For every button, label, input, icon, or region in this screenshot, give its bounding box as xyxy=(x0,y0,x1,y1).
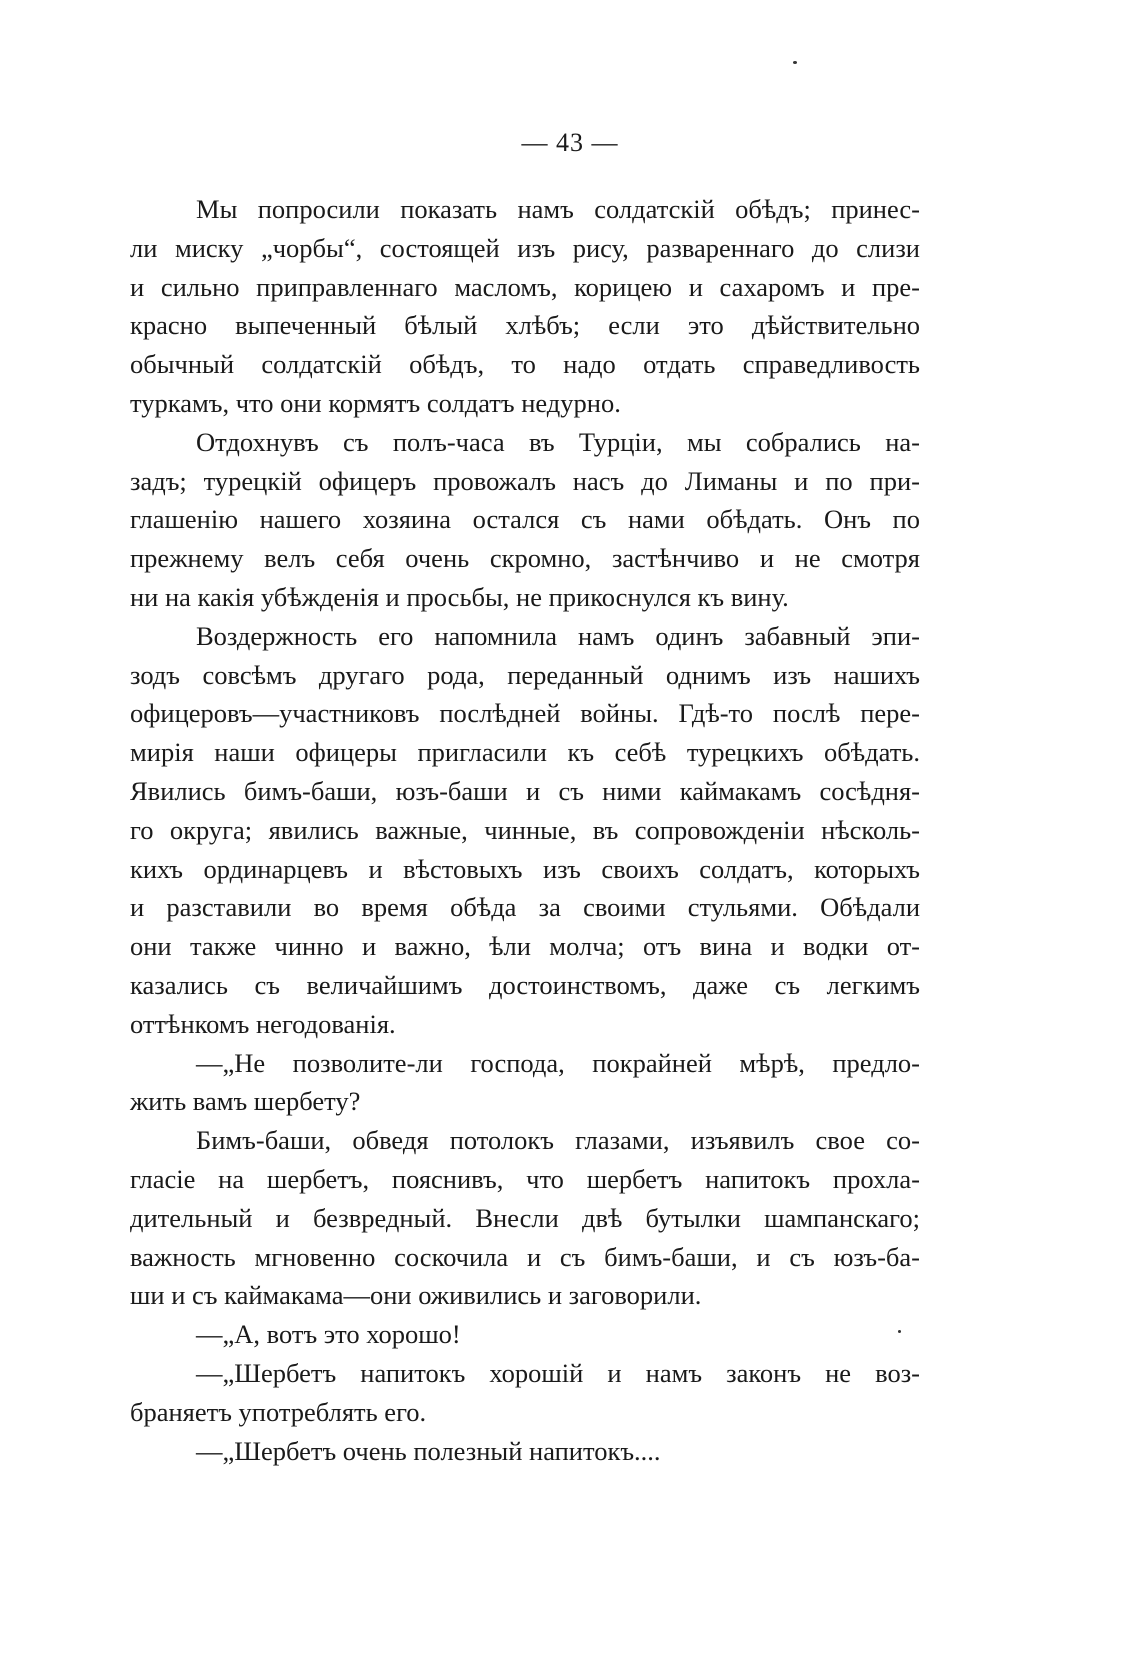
text-line: гласіе на шербетъ, пояснивъ, что шербетъ напитокъ прохла- xyxy=(130,1163,920,1194)
paragraph xyxy=(130,1121,920,1315)
scan-speck xyxy=(898,1330,901,1333)
text-line: задъ; турецкій офицеръ провожалъ насъ до Лиманы и по при- xyxy=(130,465,920,496)
paragraph xyxy=(130,1315,920,1354)
text-line: жить вамъ шербету? xyxy=(130,1086,361,1117)
paragraph xyxy=(130,617,920,1044)
text-line: —„Шербетъ напитокъ хорошій и намъ законъ не воз- xyxy=(196,1357,920,1388)
text-line: офицеровъ—участниковъ послѣдней войны. Гдѣ-то послѣ пере- xyxy=(130,698,920,729)
text-line: оттѣнкомъ негодованія. xyxy=(130,1008,396,1039)
paragraph xyxy=(130,190,920,423)
text-line: обычный солдатскій обѣдъ, то надо отдать справедливость xyxy=(130,349,920,380)
text-line: ли миску „чорбы“, состоящей изъ рису, развареннаго до слизи xyxy=(130,232,920,263)
text-line: прежнему велъ себя очень скромно, застѣнчиво и не смотря xyxy=(130,543,920,574)
scan-speck xyxy=(793,61,797,64)
text-line: казались съ величайшимъ достоинствомъ, даже съ легкимъ xyxy=(130,969,920,1000)
text-line: туркамъ, что они кормятъ солдатъ недурно. xyxy=(130,387,621,418)
text-line: браняетъ употреблять его. xyxy=(130,1396,427,1427)
paragraph xyxy=(130,423,920,617)
text-line: —„А, вотъ это хорошо! xyxy=(196,1319,461,1350)
text-line: зодъ совсѣмъ другаго рода, переданный однимъ изъ нашихъ xyxy=(130,659,920,690)
paragraph xyxy=(130,1044,920,1122)
text-line: кихъ ординарцевъ и вѣстовыхъ изъ своихъ солдатъ, которыхъ xyxy=(130,853,920,884)
text-line: —„Не позволите-ли господа, покрайней мѣрѣ, предло- xyxy=(196,1047,920,1078)
paragraph xyxy=(130,1432,920,1471)
text-line: и разставили во время обѣда за своими стульями. Обѣдали xyxy=(130,892,920,923)
text-line: Воздержность его напомнила намъ одинъ забавный эпи- xyxy=(196,620,920,651)
page-number: — 43 — xyxy=(521,128,619,157)
text-line: Мы попросили показать намъ солдатскій обѣдъ; принес- xyxy=(196,194,920,224)
text-line: го округа; явились важные, чинные, въ сопровожденіи нѣсколь- xyxy=(130,814,920,845)
text-line: и сильно приправленнаго масломъ, корицею и сахаромъ и пре- xyxy=(130,271,920,302)
text-line: красно выпеченный бѣлый хлѣбъ; если это дѣйствительно xyxy=(130,310,920,341)
text-line: мирія наши офицеры пригласили къ себѣ турецкихъ обѣдать. xyxy=(130,737,920,768)
paragraph xyxy=(130,1354,920,1432)
text-line: Явились бимъ-баши, юзъ-баши и съ ними каймакамъ сосѣдня- xyxy=(130,775,920,806)
text-line: ни на какія убѣжденія и просьбы, не прикоснулся къ вину. xyxy=(130,581,789,612)
text-line: они также чинно и важно, ѣли молча; отъ вина и водки от- xyxy=(130,931,920,962)
page-body-text xyxy=(130,190,920,1470)
text-line: дительный и безвредный. Внесли двѣ бутылки шампанскаго; xyxy=(130,1202,920,1233)
text-line: важность мгновенно соскочила и съ бимъ-баши, и съ юзъ-ба- xyxy=(130,1241,920,1272)
text-line: глашенію нашего хозяина остался съ нами обѣдать. Онъ по xyxy=(130,504,920,535)
text-line: Бимъ-баши, обведя потолокъ глазами, изъявилъ свое со- xyxy=(196,1125,920,1156)
text-line: Отдохнувъ съ полъ-часа въ Турціи, мы собрались на- xyxy=(196,426,920,457)
text-line: —„Шербетъ очень полезный напитокъ.... xyxy=(196,1435,661,1466)
text-line: ши и съ каймакама—они оживились и заговорили. xyxy=(130,1280,702,1311)
